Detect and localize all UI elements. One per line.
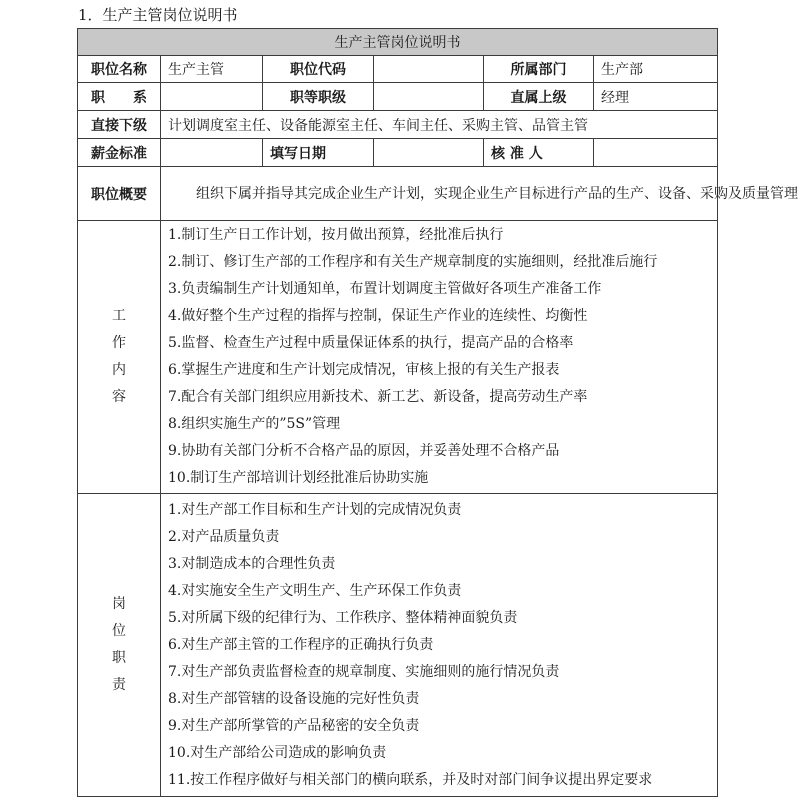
list-item: 5.监督、检查生产过程中质量保证体系的执行，提高产品的合格率 bbox=[168, 335, 574, 351]
table-row bbox=[78, 167, 718, 221]
list-item: 9.协助有关部门分析不合格产品的原因，并妥善处理不合格产品 bbox=[168, 443, 560, 459]
list-item: 2.制订、修订生产部的工作程序和有关生产规章制度的实施细则，经批准后施行 bbox=[168, 254, 658, 270]
department-label: 所属部门 bbox=[484, 56, 594, 83]
list-item: 10.制订生产部培训计划经批准后协助实施 bbox=[168, 470, 429, 486]
responsibilities-label: 岗位职责 bbox=[112, 596, 126, 693]
table-row bbox=[78, 221, 718, 494]
table-row bbox=[78, 56, 718, 83]
summary-value: 组织下属并指导其完成企业生产计划，实现企业生产目标进行产品的生产、设备、采购及质量管理 bbox=[161, 167, 718, 221]
work-content-cell bbox=[161, 221, 718, 494]
list-item: 6.对生产部主管的工作程序的正确执行负责 bbox=[168, 636, 434, 653]
approver-value bbox=[594, 139, 718, 167]
table-header-row bbox=[78, 29, 718, 56]
approver-label: 核 准 人 bbox=[484, 139, 594, 167]
list-item: 11.按工作程序做好与相关部门的横向联系，并及时对部门间争议提出界定要求 bbox=[168, 771, 653, 788]
table-header: 生产主管岗位说明书 bbox=[78, 29, 718, 56]
job-family-label: 职 系 bbox=[78, 83, 161, 111]
responsibilities-cell bbox=[161, 494, 718, 797]
table-row bbox=[78, 83, 718, 111]
list-item: 4.对实施安全生产文明生产、生产环保工作负责 bbox=[168, 582, 462, 599]
job-family-value bbox=[161, 83, 263, 111]
department-value: 生产部 bbox=[594, 56, 718, 83]
position-name-label: 职位名称 bbox=[78, 56, 161, 83]
job-description-table bbox=[77, 28, 798, 797]
table-row bbox=[78, 139, 718, 167]
responsibilities-label-cell bbox=[78, 494, 161, 797]
work-content-list bbox=[168, 222, 710, 492]
list-item: 3.对制造成本的合理性负责 bbox=[168, 555, 336, 572]
grade-label: 职等职级 bbox=[263, 83, 374, 111]
table-row bbox=[78, 494, 718, 797]
list-item: 4.做好整个生产过程的指挥与控制，保证生产作业的连续性、均衡性 bbox=[168, 308, 588, 324]
work-content-label: 工作内容 bbox=[112, 308, 126, 405]
salary-standard-label: 薪金标准 bbox=[78, 139, 161, 167]
fill-date-label: 填写日期 bbox=[263, 139, 374, 167]
summary-label: 职位概要 bbox=[78, 167, 161, 221]
list-item: 7.对生产部负责监督检查的规章制度、实施细则的施行情况负责 bbox=[168, 663, 560, 680]
position-code-value bbox=[374, 56, 484, 83]
list-item: 5.对所属下级的纪律行为、工作秩序、整体精神面貌负责 bbox=[168, 609, 518, 626]
table-row bbox=[78, 111, 718, 139]
grade-value bbox=[374, 83, 484, 111]
list-item: 1.制订生产日工作计划，按月做出预算，经批准后执行 bbox=[168, 227, 504, 243]
list-item: 8.组织实施生产的”5S”管理 bbox=[168, 416, 341, 432]
list-item: 3.负责编制生产计划通知单，布置计划调度主管做好各项生产准备工作 bbox=[168, 281, 602, 297]
direct-subordinates-value: 计划调度室主任、设备能源室主任、车间主任、采购主管、品管主管 bbox=[161, 111, 718, 139]
list-item: 2.对产品质量负责 bbox=[168, 528, 280, 545]
position-code-label: 职位代码 bbox=[263, 56, 374, 83]
direct-superior-value: 经理 bbox=[594, 83, 718, 111]
list-item: 10.对生产部给公司造成的影响负责 bbox=[168, 744, 387, 761]
responsibilities-list bbox=[168, 497, 710, 794]
document-title: 1．生产主管岗位说明书 bbox=[78, 6, 238, 24]
salary-standard-value bbox=[161, 139, 263, 167]
direct-subordinates-label: 直接下级 bbox=[78, 111, 161, 139]
list-item: 8.对生产部管辖的设备设施的完好性负责 bbox=[168, 690, 420, 707]
list-item: 1.对生产部工作目标和生产计划的完成情况负责 bbox=[168, 501, 462, 518]
work-content-label-cell bbox=[78, 221, 161, 494]
list-item: 7.配合有关部门组织应用新技术、新工艺、新设备，提高劳动生产率 bbox=[168, 389, 588, 405]
position-name-value: 生产主管 bbox=[161, 56, 263, 83]
list-item: 9.对生产部所掌管的产品秘密的安全负责 bbox=[168, 717, 420, 734]
list-item: 6.掌握生产进度和生产计划完成情况，审核上报的有关生产报表 bbox=[168, 362, 560, 378]
fill-date-value bbox=[374, 139, 484, 167]
direct-superior-label: 直属上级 bbox=[484, 83, 594, 111]
